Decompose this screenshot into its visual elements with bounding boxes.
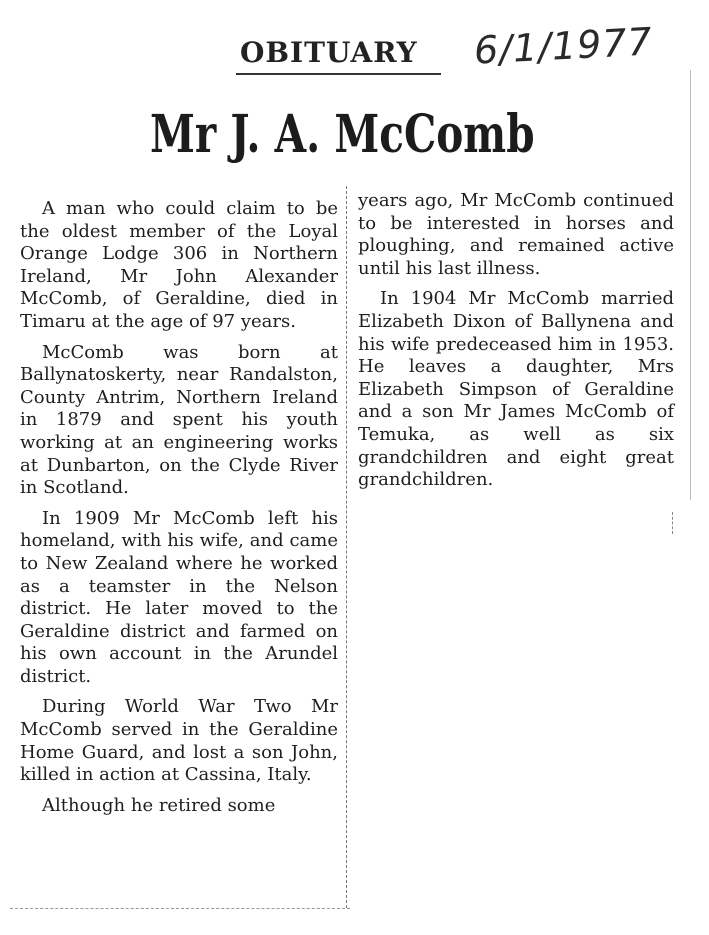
article-paragraph: In 1904 Mr McComb married Elizabeth Dixon of Ballynena and his wife predeceased him in 1953. He leaves a daughter, Mrs Elizabeth Simpson of Geraldine and a son Mr James McComb of Temuka, as well as six grandchildren and eight great grandchildren. xyxy=(358,288,674,491)
obituary-headline: Mr J. A. McComb xyxy=(150,104,535,165)
section-heading: OBITUARY xyxy=(240,36,418,69)
article-column-right xyxy=(358,190,674,500)
article-paragraph: A man who could claim to be the oldest member of the Loyal Orange Lodge 306 in Northern Ireland, Mr John Alexander McComb, of Geraldine, died in Timaru at the age of 97 years. xyxy=(20,198,338,332)
clipping-edge xyxy=(690,70,691,500)
section-heading-underline xyxy=(236,73,441,75)
article-paragraph: McComb was born at Ballynatoskerty, near Randalston, County Antrim, Northern Ireland in 1879 and spent his youth working at an engineering works at Dunbarton, on the Clyde River in Scotland. xyxy=(20,341,338,499)
handwritten-date: 6/1/1977 xyxy=(472,19,654,73)
cut-mark xyxy=(672,512,673,534)
article-paragraph: During World War Two Mr McComb served in the Geraldine Home Guard, and lost a son John, killed in action at Cassina, Italy. xyxy=(20,696,338,786)
article-paragraph: In 1909 Mr McComb left his homeland, with his wife, and came to New Zealand where he worked as a teamster in the Nelson district. He later moved to the Geraldine district and farmed on his own account in the Arundel district. xyxy=(20,507,338,687)
article-paragraph: Although he retired some xyxy=(42,794,276,816)
column-divider xyxy=(346,186,347,908)
article-column-left xyxy=(20,198,338,825)
article-paragraph: years ago, Mr McComb continued to be interested in horses and ploughing, and remained active until his last illness. xyxy=(358,190,674,279)
clipping-bottom-edge xyxy=(10,908,350,909)
